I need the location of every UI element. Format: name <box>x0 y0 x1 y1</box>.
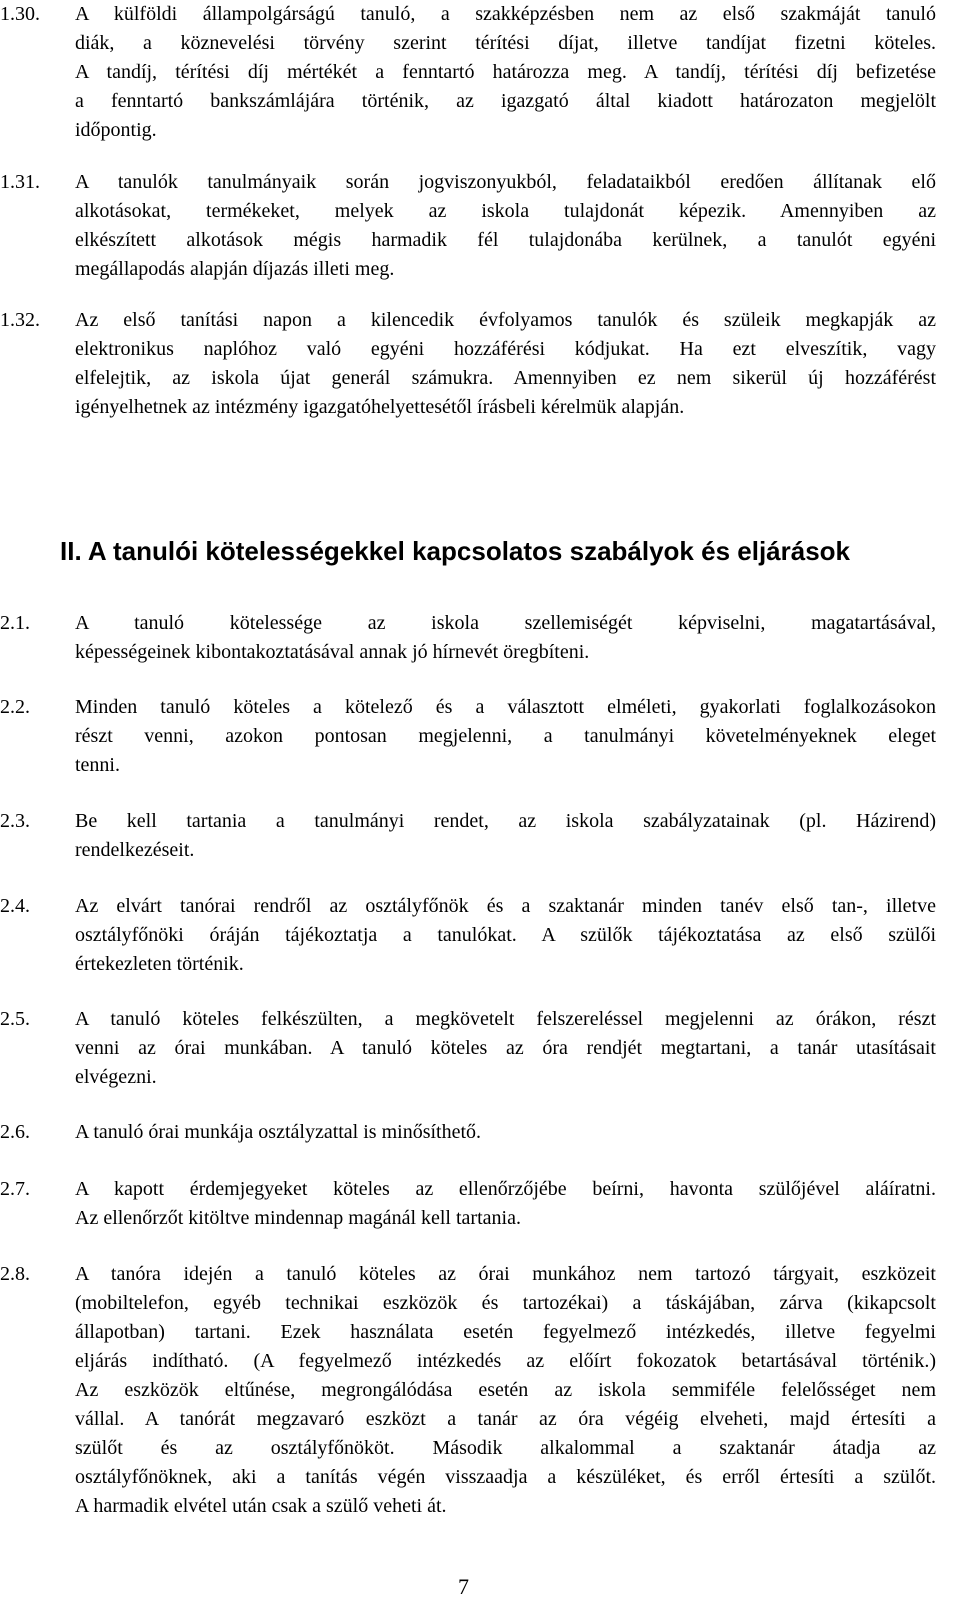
text-line: Az eszközök eltűnése, megrongálódása esetén az iskola semmiféle felelősséget nem <box>75 1379 936 1401</box>
text-line: osztályfőnöki óráján tájékoztatja a tanulókat. A szülők tájékoztatása az első szülői <box>75 924 936 946</box>
section-heading: II. A tanulói kötelességekkel kapcsolatos szabályok és eljárások <box>60 536 851 566</box>
paragraph-number: 2.6. <box>0 1121 30 1143</box>
text-line: osztályfőnöknek, aki a tanítás végén visszaadja a készüléket, és erről értesíti a szülőt. <box>75 1466 936 1488</box>
paragraph-text <box>75 609 936 667</box>
text-line: a fenntartó bankszámlájára történik, az igazgató által kiadott határozaton megjelölt <box>75 90 936 112</box>
text-line: A külföldi állampolgárságú tanuló, a szakképzésben nem az első szakmáját tanuló <box>75 3 936 25</box>
text-line: állapotban) tartani. Ezek használata esetén fegyelmező intézkedés, illetve fegyelmi <box>75 1321 936 1343</box>
text-line: igényelhetnek az intézmény igazgatóhelyettesétől írásbeli kérelmük alapján. <box>75 396 685 418</box>
paragraph-number: 2.1. <box>0 612 30 634</box>
text-line: időpontig. <box>75 119 157 141</box>
text-line: A tanuló köteles felkészülten, a megkövetelt felszereléssel megjelenni az órákon, részt <box>75 1008 936 1030</box>
text-line: eljárás indítható. (A fegyelmező intézkedés az előírt fokozatok betartásával történik.) <box>75 1350 936 1372</box>
text-line: Be kell tartania a tanulmányi rendet, az iskola szabályzatainak (pl. Házirend) <box>75 810 936 832</box>
text-line: vállal. A tanórát megzavaró eszközt a tanár az óra végéig elveheti, majd értesíti a <box>75 1408 936 1430</box>
paragraph-number: 1.31. <box>0 171 40 193</box>
text-line: A kapott érdemjegyeket köteles az ellenőrzőjébe beírni, havonta szülőjével aláíratni. <box>75 1178 936 1200</box>
paragraph-text <box>75 168 936 284</box>
text-line: A tanuló kötelessége az iskola szellemiségét képviselni, magatartásával, <box>75 612 936 634</box>
text-line: rendelkezéseit. <box>75 839 195 861</box>
paragraph-text <box>75 1260 936 1521</box>
paragraph-number: 1.30. <box>0 3 40 25</box>
text-line: A tanulók tanulmányaik során jogviszonyukból, feladataikból eredően állítanak elő <box>75 171 936 193</box>
text-line: tenni. <box>75 754 120 776</box>
paragraph-text <box>75 1005 936 1092</box>
text-line: elvégezni. <box>75 1066 157 1088</box>
text-line: elektronikus naplóhoz való egyéni hozzáférési kódjukat. Ha ezt elveszítik, vagy <box>75 338 936 360</box>
text-line: diák, a köznevelési törvény szerint térítési díjat, illetve tandíjat fizetni köteles. <box>75 32 936 54</box>
text-line: A tanuló órai munkája osztályzattal is minősíthető. <box>75 1121 482 1143</box>
text-line: Az elvárt tanórai rendről az osztályfőnök és a szaktanár minden tanév első tan-, illetve <box>75 895 936 917</box>
text-line: A harmadik elvétel után csak a szülő veheti át. <box>75 1495 447 1517</box>
text-line: szülőt és az osztályfőnököt. Második alkalommal a szaktanár átadja az <box>75 1437 936 1459</box>
paragraph-text <box>75 0 936 145</box>
paragraph-text <box>75 1118 936 1147</box>
text-line: elkészített alkotások mégis harmadik fél tulajdonába kerülnek, a tanulót egyéni <box>75 229 936 251</box>
paragraph-number: 2.7. <box>0 1178 30 1200</box>
paragraph-number: 2.3. <box>0 810 30 832</box>
text-line: képességeinek kibontakoztatásával annak jó hírnevét öregbíteni. <box>75 641 590 663</box>
paragraph-number: 2.5. <box>0 1008 30 1030</box>
paragraph-number: 2.2. <box>0 696 30 718</box>
paragraph-number: 2.8. <box>0 1263 30 1285</box>
text-line: A tandíj, térítési díj mértékét a fenntartó határozza meg. A tandíj, térítési díj befizetése <box>75 61 936 83</box>
paragraph-number: 2.4. <box>0 895 30 917</box>
text-line: elfelejtik, az iskola újat generál számukra. Amennyiben ez nem sikerül új hozzáférést <box>75 367 936 389</box>
text-line: A tanóra idején a tanuló köteles az órai munkához nem tartozó tárgyait, eszközeit <box>75 1263 936 1285</box>
text-line: értekezleten történik. <box>75 953 244 975</box>
paragraph-text <box>75 807 936 865</box>
paragraph-text <box>75 892 936 979</box>
text-line: (mobiltelefon, egyéb technikai eszközök és tartozékai) a táskájában, zárva (kikapcsolt <box>75 1292 936 1314</box>
text-line: Az első tanítási napon a kilencedik évfolyamos tanulók és szüleik megkapják az <box>75 309 936 331</box>
text-line: venni az órai munkában. A tanuló köteles az óra rendjét megtartani, a tanár utasításait <box>75 1037 936 1059</box>
paragraph-text <box>75 693 936 780</box>
text-line: Az ellenőrzőt kitöltve mindennap magánál kell tartania. <box>75 1207 521 1229</box>
paragraph-number: 1.32. <box>0 309 40 331</box>
text-line: részt venni, azokon pontosan megjelenni, a tanulmányi követelményeknek eleget <box>75 725 936 747</box>
text-line: Minden tanuló köteles a kötelező és a választott elméleti, gyakorlati foglalkozásokon <box>75 696 936 718</box>
page-number: 7 <box>458 1574 469 1599</box>
paragraph-text <box>75 1175 936 1233</box>
text-line: megállapodás alapján díjazás illeti meg. <box>75 258 395 280</box>
text-line: alkotásokat, termékeket, melyek az iskola tulajdonát képezik. Amennyiben az <box>75 200 936 222</box>
paragraph-text <box>75 306 936 422</box>
